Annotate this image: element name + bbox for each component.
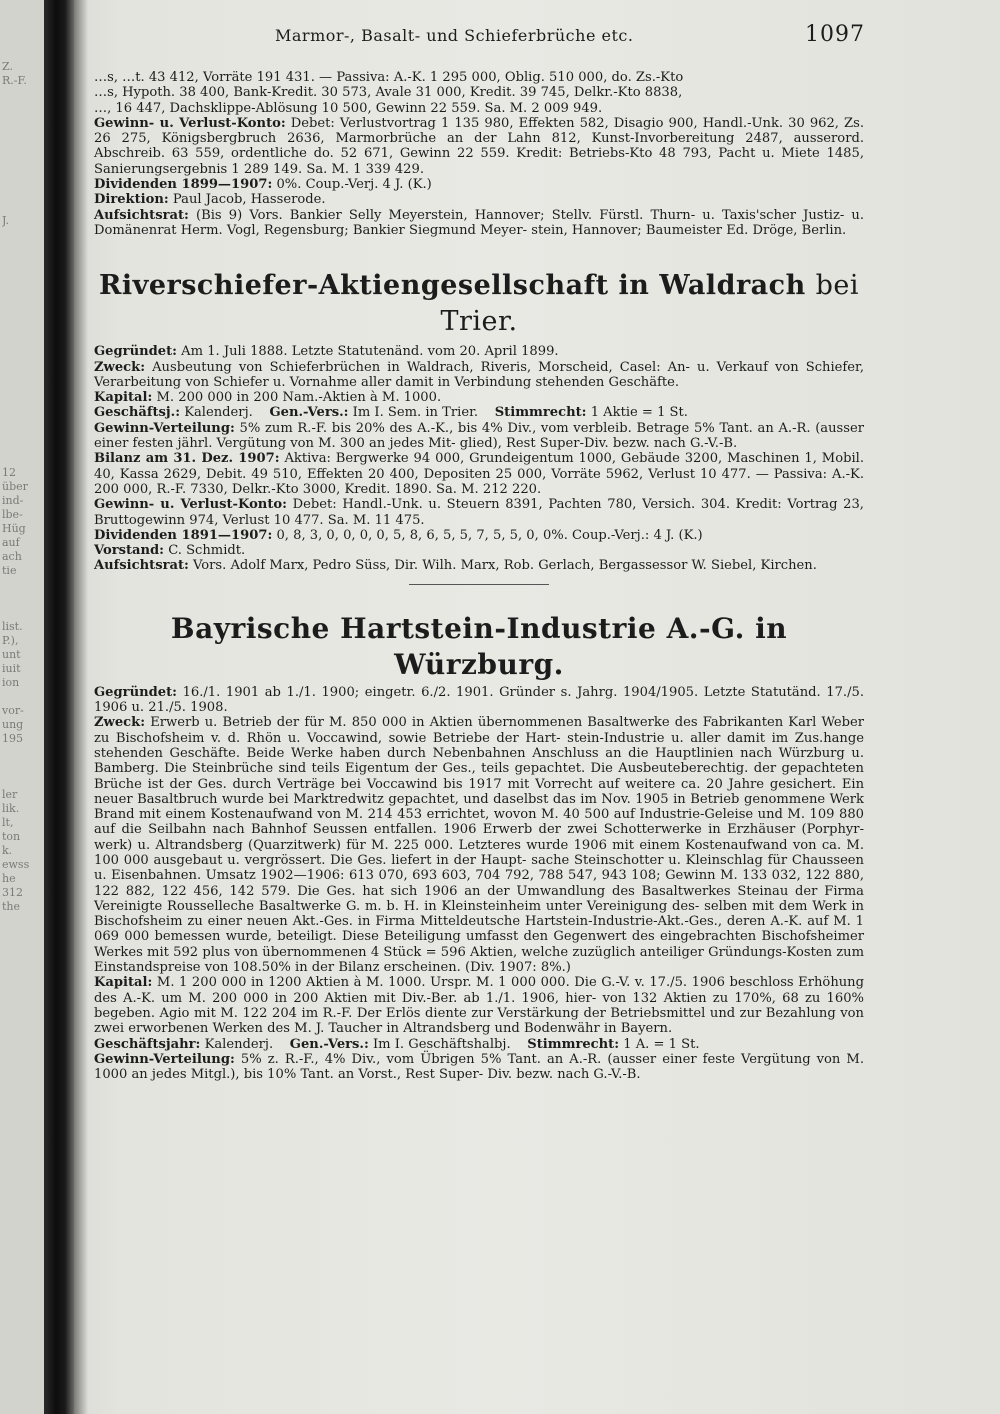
balance-line: …, 16 447, Dachsklippe-Ablösung 10 500, Gewinn 22 559. Sa. M. 2 009 949. <box>94 100 603 116</box>
entry-label: Bilanz am 31. Dez. 1907: <box>94 451 280 467</box>
entry-label: Gen.-Vers.: <box>289 1036 369 1052</box>
margin-fragment <box>2 1208 42 1222</box>
margin-fragment <box>2 284 42 298</box>
margin-fragment <box>2 130 42 144</box>
capital-paragraph <box>94 390 864 405</box>
balance-sheet-paragraph <box>94 451 864 497</box>
direction-paragraph <box>94 192 864 207</box>
margin-fragment: P.), <box>2 634 19 647</box>
supervisory-board-paragraph <box>94 558 864 573</box>
margin-fragment <box>2 270 42 284</box>
margin-fragment: k. <box>2 844 13 857</box>
supervisory-board-paragraph <box>94 208 864 239</box>
company-name: Riverschiefer-Aktiengesellschaft in Waldrach <box>98 270 806 302</box>
section-divider <box>409 584 549 585</box>
entry-text: Aktiva: Bergwerke 94 000, Grundeigentum 1000, Gebäude 3200, Maschinen 1, Mobil. 40, Kassa 2629, Debit. 49 510, Effekten 20 400, Depositen 25 000, Vorräte 5962, Verlust 10 477. — Passiva: A.-K. 200 000, R.-F. 7330, Delkr.-Kto 3000, Kredit. 1890. Sa. M. 212 220. <box>94 451 864 497</box>
entry-label: Kapital: <box>94 390 153 406</box>
entry-text: 0%. Coup.-Verj. 4 J. (K.) <box>276 177 432 193</box>
entry-text: 16./1. 1901 ab 1./1. 1900; eingetr. 6./2. 1901. Gründer s. Jahrg. 1904/1905. Letzte Statutänd. 17./5. 1906 u. 21./5. 1908. <box>94 684 864 716</box>
margin-fragment <box>2 1124 42 1138</box>
profit-distribution-paragraph <box>94 1052 864 1083</box>
margin-fragment <box>2 116 42 130</box>
margin-fragment <box>2 326 42 340</box>
entry-text: Kalenderj. <box>184 405 253 421</box>
margin-fragment <box>2 1068 42 1082</box>
entry-label: Dividenden 1891—1907: <box>94 527 273 543</box>
capital-paragraph <box>94 975 864 1036</box>
margin-fragment <box>2 690 42 704</box>
margin-fragment: Z. <box>2 60 13 73</box>
entry-label: Zweck: <box>94 359 146 375</box>
entry-label: Dividenden 1899—1907: <box>94 177 273 193</box>
founded-paragraph <box>94 685 864 716</box>
margin-fragment <box>2 928 42 942</box>
entry-label: Gegründet: <box>94 344 177 360</box>
margin-fragment <box>2 88 42 102</box>
entry-text: 1 Aktie = 1 St. <box>590 405 688 421</box>
margin-fragment: he <box>2 872 16 885</box>
margin-fragment <box>2 438 42 452</box>
margin-fragment: R.-F. <box>2 74 27 87</box>
margin-fragment <box>2 1180 42 1194</box>
margin-fragment: ung <box>2 718 24 731</box>
margin-fragment <box>2 382 42 396</box>
purpose-paragraph <box>94 715 864 975</box>
margin-fragment <box>2 1138 42 1152</box>
entry-text: Kalenderj. <box>204 1036 274 1052</box>
previous-company-block <box>94 70 864 238</box>
company-name: Bayrische Hartstein-Industrie A.-G. in Würzburg. <box>170 611 788 681</box>
page-header <box>90 22 865 50</box>
margin-fragment <box>2 452 42 466</box>
margin-fragment <box>2 942 42 956</box>
margin-fragment <box>2 396 42 410</box>
entry-text: Ausbeutung von Schieferbrüchen in Waldrach, Riveris, Morscheid, Casel: An- u. Verkauf von Schiefer, Verarbeitung von Schiefer u. Vornahme aller damit in Verbindung stehenden Geschäfte. <box>94 359 864 390</box>
entry-text: Am 1. Juli 1888. Letzte Statutenänd. vom 20. April 1899. <box>181 344 559 360</box>
entry-text: M. 200 000 in 200 Nam.-Aktien à M. 1000. <box>156 390 442 406</box>
entry-label: Aufsichtsrat: <box>94 558 189 574</box>
margin-fragment <box>2 746 42 760</box>
margin-fragment: unt <box>2 648 21 661</box>
margin-fragment: 312 <box>2 886 23 899</box>
margin-fragment: ler <box>2 788 18 801</box>
entry-text: Vors. Adolf Marx, Pedro Süss, Dir. Wilh. Marx, Rob. Gerlach, Bergassessor W. Siebel, Kirchen. <box>193 558 817 574</box>
margin-fragment <box>2 1222 42 1236</box>
entry-text: (Bis 9) Vors. Bankier Selly Meyerstein, Hannover; Stellv. Fürstl. Thurn- u. Taxis'scher Justiz- u. Domänenrat Herm. Vogl, Regensburg; Bankier Siegmund Meyer- stein, Hannover; Baumeister Ed. Dröge, Berlin. <box>94 207 865 238</box>
dividend-paragraph <box>94 528 864 543</box>
margin-fragment <box>2 1194 42 1208</box>
margin-fragment: über <box>2 480 28 493</box>
company-heading <box>94 268 864 340</box>
margin-fragment: tie <box>2 564 17 577</box>
margin-fragment <box>2 1026 42 1040</box>
margin-fragment <box>2 158 42 172</box>
margin-fragment <box>2 242 42 256</box>
entry-label: Gewinn-Verteilung: <box>94 1051 235 1067</box>
entry-label: Gegründet: <box>94 684 177 700</box>
spine-shadow <box>74 0 88 1414</box>
entry-text: Debet: Verlustvortrag 1 135 980, Effekten 582, Disagio 900, Handl.-Unk. 30 962, Zs. 26 275, Königsbergbruch 2636, Marmorbrüche an der Lahn 812, Kunst-Invorbereitung 2487, ausserord. Abschreib. 63 559, ordentliche do. 52 671, Gewinn 22 559. Kredit: Betriebs-Kto 48 793, Pacht u. Miete 1485, Sanierungsergebnis 1 289 149. Sa. M. 1 339 429. <box>94 115 864 177</box>
margin-fragment <box>2 1152 42 1166</box>
balance-line: …s, …t. 43 412, Vorräte 191 431. — Passiva: A.-K. 1 295 000, Oblig. 510 000, do. Zs.-Kto <box>94 70 684 85</box>
margin-fragment: the <box>2 900 21 913</box>
entry-text: M. 1 200 000 in 1200 Aktien à M. 1000. Urspr. M. 1 000 000. Die G.-V. v. 17./5. 1906 beschloss Erhöhung des A.-K. um M. 200 000 in 200 Aktien mit Div.-Ber. ab 1./1. 1906, hier- von 132 Aktien zu 170%, 68 zu 160% begeben. Agio mit M. 122 204 im R.-F. Der Erlös diente zur Verstärkung der Betriebsmittel und zur Bezahlung von zwei erworbenen Werken des M. J. Taucher in Altrandsberg und Bodenwähr in Bayern. <box>94 975 864 1037</box>
margin-fragment <box>2 760 42 774</box>
margin-fragment <box>2 1040 42 1054</box>
entry-label: Gewinn-Verteilung: <box>94 420 235 436</box>
margin-fragment <box>2 956 42 970</box>
margin-fragment: Hüg <box>2 522 26 535</box>
entry-label: Zweck: <box>94 715 146 731</box>
business-year-paragraph <box>94 1037 864 1052</box>
company-heading <box>94 611 864 683</box>
margin-text-fragments <box>2 60 42 1236</box>
entry-text: Paul Jacob, Hasserode. <box>172 192 326 208</box>
entry-label: Aufsichtsrat: <box>94 207 189 223</box>
margin-fragment: list. <box>2 620 23 633</box>
entry-label: Gen.-Vers.: <box>269 405 349 421</box>
entry-text: 0, 8, 3, 0, 0, 0, 0, 5, 8, 6, 5, 5, 7, 5, 5, 0, 0%. Coup.-Verj.: 4 J. (K.) <box>276 527 703 543</box>
margin-fragment: ach <box>2 550 22 563</box>
entry-label: Kapital: <box>94 975 153 991</box>
entry-label: Gewinn- u. Verlust-Konto: <box>94 497 287 513</box>
margin-fragment <box>2 1166 42 1180</box>
margin-fragment <box>2 970 42 984</box>
margin-fragment: ind- <box>2 494 24 507</box>
margin-fragment <box>2 1082 42 1096</box>
profit-loss-paragraph <box>94 497 864 528</box>
margin-fragment: ton <box>2 830 21 843</box>
company-location: bei Trier. <box>440 270 860 338</box>
entry-label: Geschäftsj.: <box>94 405 181 421</box>
margin-fragment <box>2 1054 42 1068</box>
margin-fragment: J. <box>2 214 10 227</box>
margin-fragment <box>2 1110 42 1124</box>
margin-fragment <box>2 144 42 158</box>
margin-fragment <box>2 774 42 788</box>
entry-label: Direktion: <box>94 192 169 208</box>
margin-fragment <box>2 228 42 242</box>
entry-text: Erwerb u. Betrieb der für M. 850 000 in Aktien übernommenen Basaltwerke des Fabrikanten Karl Weber zu Bischofsheim v. d. Rhön u. Voccawind, sowie Betriebe der Hart- stein-Industrie u. aller damit im Zus.hange stehenden Geschäfte. Beide Werke haben durch Nebenbahnen Anschluss an die Hauptlinien nach Würzburg u. Bamberg. Die Steinbrüche sind teils Eigentum der Ges., teils gepachtet. Die Ausbeuteberechtig. der gepachteten Brüche ist der Ges. durch Verträge bei Voccawind bis 1917 mit Vorrecht auf weitere ca. 20 Jahre gesichert. Ein neuer Basaltbruch wurde bei Marktredwitz gepachtet, und daselbst das im Nov. 1905 in Betrieb genommene Werk Brand mit einem Kostenaufwand von M. 214 453 errichtet, wovon M. 40 500 auf Industrie-Geleise und M. 109 880 auf die Seilbahn nach Bahnhof Seussen entfallen. 1906 Erwerb der zwei Schotterwerke in Erzhäuser (Porphyr- werk) u. Altrandsberg (Quarzitwerk) für M. 225 000. Letzteres wurde 1906 mit einem Kostenaufwand von ca. M. 100 000 ausgebaut u. vergrössert. Die Ges. liefert in der Haupt- sache Steinschotter u. Kleinschlag für Chausseen u. Eisenbahnen. Umsatz 1902—1906: 613 070, 693 603, 704 792, 788 547, 943 108; Gewinn M. 133 032, 122 880, 122 882, 122 456, 142 579. Die Ges. hat sich 1906 an der Umwandlung des Basaltwerkes Steinau der Firma Vereinigte Rousselleche Basaltwerke G. m. b. H. in Kleinsteinheim unter Vereinigung des- selben mit dem Werk in Bischofsheim zu einer neuen Akt.-Ges. in Firma Mitteldeutsche Hartstein-Industrie-Akt.-Ges., deren A.-K. auf M. 1 069 000 bemessen wurde, beteiligt. Diese Beteiligung umfasst den Gegenwert des eingebrachten Bischofsheimer Werkes mit 592 plus von übernommenen 4 Stück = 596 Aktien, welche zuzüglich anteiliger Gründungs-Kosten zum Einstandspreise von 108.50% in der Bilanz erscheinen. (Div. 1907: 8%.) <box>94 715 864 976</box>
book-spine <box>44 0 74 1414</box>
margin-fragment <box>2 984 42 998</box>
entry-label: Geschäftsjahr: <box>94 1036 201 1052</box>
margin-fragment: vor- <box>2 704 24 717</box>
margin-fragment: ewss <box>2 858 30 871</box>
margin-fragment <box>2 1012 42 1026</box>
business-year-paragraph <box>94 405 864 420</box>
company-entry <box>94 685 864 1083</box>
margin-fragment <box>2 368 42 382</box>
profit-loss-paragraph <box>94 116 864 177</box>
margin-fragment: iuit <box>2 662 21 675</box>
margin-fragment <box>2 354 42 368</box>
margin-fragment <box>2 340 42 354</box>
margin-fragment <box>2 256 42 270</box>
margin-fragment: auf <box>2 536 20 549</box>
purpose-paragraph <box>94 360 864 391</box>
margin-fragment <box>2 606 42 620</box>
left-margin-adjacent-page <box>0 0 44 1414</box>
margin-fragment <box>2 312 42 326</box>
entry-label: Gewinn- u. Verlust-Konto: <box>94 115 286 131</box>
margin-fragment <box>2 1096 42 1110</box>
page-content <box>94 70 864 1082</box>
margin-fragment <box>2 424 42 438</box>
margin-fragment: ion <box>2 676 20 689</box>
margin-fragment: lt, <box>2 816 14 829</box>
margin-fragment <box>2 998 42 1012</box>
entry-text: Im I. Geschäftshalbj. <box>373 1036 511 1052</box>
board-paragraph <box>94 543 864 558</box>
margin-fragment <box>2 914 42 928</box>
entry-label: Stimmrecht: <box>527 1036 620 1052</box>
margin-fragment: lik. <box>2 802 20 815</box>
margin-fragment: lbe- <box>2 508 23 521</box>
entry-text: 1 A. = 1 St. <box>623 1036 700 1052</box>
running-title: Marmor-, Basalt- und Schieferbrüche etc. <box>275 26 634 45</box>
entry-label: Vorstand: <box>94 543 165 559</box>
margin-fragment <box>2 592 42 606</box>
entry-text: C. Schmidt. <box>168 543 246 559</box>
margin-fragment <box>2 410 42 424</box>
founded-paragraph <box>94 344 864 359</box>
company-entry <box>94 344 864 584</box>
balance-line: …s, Hypoth. 38 400, Bank-Kredit. 30 573, Avale 31 000, Kredit. 39 745, Delkr.-Kto 8838, <box>94 85 683 101</box>
margin-fragment <box>2 186 42 200</box>
margin-fragment <box>2 298 42 312</box>
entry-label: Stimmrecht: <box>494 405 587 421</box>
dividend-paragraph <box>94 177 864 192</box>
entry-text: Im I. Sem. in Trier. <box>352 405 479 421</box>
margin-fragment <box>2 200 42 214</box>
page-number: 1097 <box>805 22 865 47</box>
margin-fragment <box>2 172 42 186</box>
entry-text: 5% z. R.-F., 4% Div., vom Übrigen 5% Tant. an A.-R. (ausser einer feste Vergütung von M. 1000 an jedes Mitgl.), bis 10% Tant. an Vorst., Rest Super- Div. bezw. nach G.-V.-B. <box>94 1051 864 1083</box>
margin-fragment: 12 <box>2 466 16 479</box>
margin-fragment <box>2 578 42 592</box>
entry-text: 5% zum R.-F. bis 20% des A.-K., bis 4% Div., vom verbleib. Betrage 5% Tant. an A.-R. (ausser einer festen jährl. Vergütung von M. 300 an jedes Mit- glied), Rest Super-Div. bezw. nach G.-V.-B. <box>94 420 864 452</box>
profit-distribution-paragraph <box>94 421 864 452</box>
entry-text: Debet: Handl.-Unk. u. Steuern 8391, Pachten 780, Versich. 304. Kredit: Vortrag 23, Bruttogewinn 974, Verlust 10 477. Sa. M. 11 475. <box>94 497 864 528</box>
margin-fragment: 195 <box>2 732 23 745</box>
margin-fragment <box>2 102 42 116</box>
